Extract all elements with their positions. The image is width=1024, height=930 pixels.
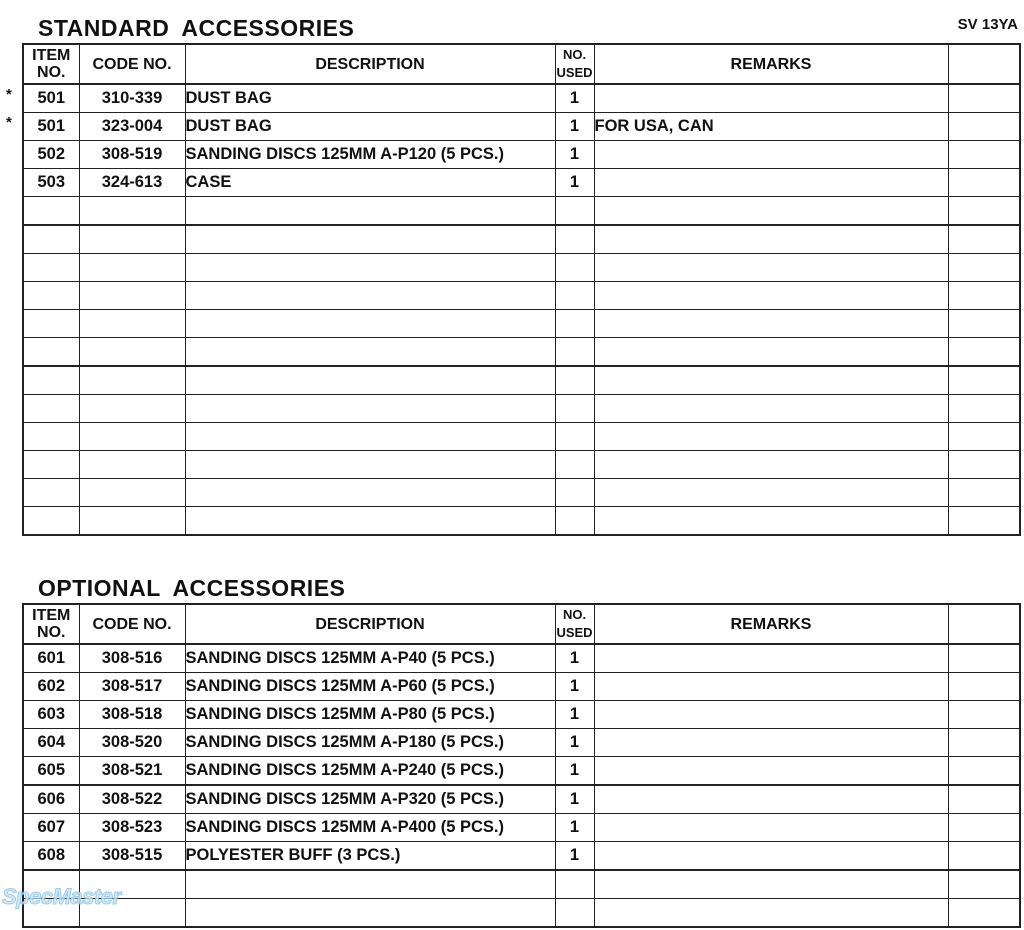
table-row (23, 310, 1020, 338)
cell-remarks (594, 84, 948, 113)
cell-remarks (594, 395, 948, 423)
cell-code: 308-516 (79, 644, 185, 673)
cell-desc (185, 282, 555, 310)
column-header-qty: NO. USED (555, 604, 594, 644)
cell-remarks (594, 197, 948, 226)
cell-remarks (594, 673, 948, 701)
cell-code (79, 197, 185, 226)
optional-accessories-title: OPTIONAL ACCESSORIES (38, 575, 346, 601)
column-header-desc: DESCRIPTION (185, 44, 555, 84)
table-row (23, 673, 1020, 701)
cell-code (79, 451, 185, 479)
cell-desc (185, 366, 555, 395)
cell-desc: SANDING DISCS 125MM A-P60 (5 PCS.) (185, 673, 555, 701)
cell-code (79, 479, 185, 507)
column-header-code: CODE NO. (79, 604, 185, 644)
table-row (23, 757, 1020, 786)
cell-extra (948, 366, 1020, 395)
cell-code: 308-518 (79, 701, 185, 729)
table-row (23, 225, 1020, 254)
cell-extra (948, 282, 1020, 310)
cell-code: 323-004 (79, 113, 185, 141)
cell-desc: DUST BAG (185, 113, 555, 141)
cell-qty: 1 (555, 757, 594, 786)
cell-code (79, 507, 185, 536)
cell-desc (185, 423, 555, 451)
cell-desc: SANDING DISCS 125MM A-P240 (5 PCS.) (185, 757, 555, 786)
cell-item: 601 (23, 644, 79, 673)
table-row (23, 282, 1020, 310)
cell-code (79, 338, 185, 367)
table-row (23, 701, 1020, 729)
cell-extra (948, 141, 1020, 169)
cell-remarks (594, 507, 948, 536)
cell-remarks (594, 842, 948, 871)
cell-desc: SANDING DISCS 125MM A-P400 (5 PCS.) (185, 814, 555, 842)
cell-qty: 1 (555, 814, 594, 842)
cell-remarks (594, 366, 948, 395)
cell-qty: 1 (555, 141, 594, 169)
column-header-extra (948, 604, 1020, 644)
cell-code: 310-339 (79, 84, 185, 113)
cell-qty (555, 507, 594, 536)
cell-qty: 1 (555, 644, 594, 673)
table-row (23, 507, 1020, 536)
table-row (23, 395, 1020, 423)
cell-code: 324-613 (79, 169, 185, 197)
column-header-extra (948, 44, 1020, 84)
cell-extra (948, 169, 1020, 197)
cell-desc (185, 338, 555, 367)
cell-extra (948, 225, 1020, 254)
table-row (23, 423, 1020, 451)
cell-extra (948, 423, 1020, 451)
cell-remarks (594, 169, 948, 197)
cell-code: 308-515 (79, 842, 185, 871)
cell-remarks (594, 254, 948, 282)
cell-qty: 1 (555, 701, 594, 729)
cell-qty (555, 254, 594, 282)
cell-remarks (594, 814, 948, 842)
cell-item (23, 310, 79, 338)
cell-qty: 1 (555, 169, 594, 197)
cell-qty (555, 338, 594, 367)
row-mark-asterisk: * (6, 86, 12, 103)
cell-code: 308-523 (79, 814, 185, 842)
cell-code (79, 423, 185, 451)
cell-qty (555, 899, 594, 928)
cell-item (23, 366, 79, 395)
cell-extra (948, 814, 1020, 842)
cell-item: 503 (23, 169, 79, 197)
cell-extra (948, 507, 1020, 536)
cell-extra (948, 84, 1020, 113)
cell-extra (948, 310, 1020, 338)
table-row (23, 113, 1020, 141)
cell-remarks (594, 310, 948, 338)
table-row (23, 254, 1020, 282)
table-row (23, 644, 1020, 673)
cell-qty (555, 395, 594, 423)
column-header-remarks: REMARKS (594, 604, 948, 644)
table-row (23, 366, 1020, 395)
cell-remarks (594, 282, 948, 310)
cell-code (79, 282, 185, 310)
cell-item: 501 (23, 84, 79, 113)
cell-item (23, 395, 79, 423)
cell-remarks (594, 757, 948, 786)
cell-qty: 1 (555, 729, 594, 757)
cell-item: 605 (23, 757, 79, 786)
table-row (23, 729, 1020, 757)
cell-remarks (594, 423, 948, 451)
cell-desc: SANDING DISCS 125MM A-P80 (5 PCS.) (185, 701, 555, 729)
cell-remarks (594, 338, 948, 367)
cell-desc (185, 197, 555, 226)
table-row (23, 451, 1020, 479)
cell-desc: DUST BAG (185, 84, 555, 113)
optional-accessories-table (22, 603, 1021, 928)
cell-qty (555, 423, 594, 451)
cell-code: 308-522 (79, 785, 185, 814)
cell-extra (948, 729, 1020, 757)
cell-desc: SANDING DISCS 125MM A-P120 (5 PCS.) (185, 141, 555, 169)
cell-extra (948, 451, 1020, 479)
cell-code: 308-520 (79, 729, 185, 757)
cell-extra (948, 673, 1020, 701)
cell-qty: 1 (555, 785, 594, 814)
cell-extra (948, 899, 1020, 928)
cell-qty: 1 (555, 113, 594, 141)
cell-remarks: FOR USA, CAN (594, 113, 948, 141)
cell-qty: 1 (555, 673, 594, 701)
standard-accessories-table (22, 43, 1021, 536)
cell-qty (555, 197, 594, 226)
row-mark-asterisk: * (6, 114, 12, 131)
cell-extra (948, 479, 1020, 507)
cell-extra (948, 254, 1020, 282)
cell-desc: SANDING DISCS 125MM A-P40 (5 PCS.) (185, 644, 555, 673)
cell-qty (555, 451, 594, 479)
table-row (23, 842, 1020, 871)
cell-item (23, 338, 79, 367)
cell-qty (555, 282, 594, 310)
column-header-item: ITEM NO. (23, 44, 79, 84)
cell-desc (185, 899, 555, 928)
cell-code: 308-521 (79, 757, 185, 786)
cell-extra (948, 113, 1020, 141)
cell-desc (185, 870, 555, 899)
cell-remarks (594, 644, 948, 673)
table-row (23, 169, 1020, 197)
header-row (23, 604, 1020, 644)
cell-qty: 1 (555, 842, 594, 871)
table-row (23, 899, 1020, 928)
cell-item: 604 (23, 729, 79, 757)
cell-desc (185, 254, 555, 282)
table-row (23, 141, 1020, 169)
cell-desc: POLYESTER BUFF (3 PCS.) (185, 842, 555, 871)
cell-remarks (594, 479, 948, 507)
cell-desc (185, 310, 555, 338)
cell-desc: SANDING DISCS 125MM A-P180 (5 PCS.) (185, 729, 555, 757)
cell-desc: CASE (185, 169, 555, 197)
table-row (23, 84, 1020, 113)
cell-code (79, 310, 185, 338)
cell-item: 606 (23, 785, 79, 814)
cell-item: 501 (23, 113, 79, 141)
cell-extra (948, 395, 1020, 423)
table-row (23, 785, 1020, 814)
cell-desc (185, 395, 555, 423)
header-row (23, 44, 1020, 84)
cell-desc (185, 507, 555, 536)
cell-item (23, 254, 79, 282)
cell-item (23, 225, 79, 254)
column-header-code: CODE NO. (79, 44, 185, 84)
cell-remarks (594, 729, 948, 757)
cell-qty: 1 (555, 84, 594, 113)
cell-desc: SANDING DISCS 125MM A-P320 (5 PCS.) (185, 785, 555, 814)
cell-code (79, 395, 185, 423)
cell-qty (555, 310, 594, 338)
cell-extra (948, 197, 1020, 226)
cell-item: 608 (23, 842, 79, 871)
column-header-qty: NO. USED (555, 44, 594, 84)
cell-remarks (594, 701, 948, 729)
column-header-remarks: REMARKS (594, 44, 948, 84)
cell-remarks (594, 141, 948, 169)
table-row (23, 197, 1020, 226)
cell-extra (948, 870, 1020, 899)
cell-extra (948, 785, 1020, 814)
cell-item (23, 423, 79, 451)
column-header-item: ITEM NO. (23, 604, 79, 644)
cell-desc (185, 225, 555, 254)
cell-item (23, 451, 79, 479)
table-row (23, 479, 1020, 507)
cell-item: 502 (23, 141, 79, 169)
cell-code (79, 254, 185, 282)
column-header-desc: DESCRIPTION (185, 604, 555, 644)
cell-item: 602 (23, 673, 79, 701)
cell-remarks (594, 451, 948, 479)
cell-item (23, 479, 79, 507)
cell-item: 607 (23, 814, 79, 842)
cell-extra (948, 701, 1020, 729)
cell-code (79, 366, 185, 395)
cell-qty (555, 225, 594, 254)
cell-remarks (594, 870, 948, 899)
table-row (23, 814, 1020, 842)
cell-code (79, 225, 185, 254)
cell-extra (948, 757, 1020, 786)
cell-desc (185, 479, 555, 507)
model-code: SV 13YA (957, 16, 1018, 33)
table-row (23, 338, 1020, 367)
cell-qty (555, 870, 594, 899)
cell-item: 603 (23, 701, 79, 729)
cell-extra (948, 338, 1020, 367)
table-row (23, 870, 1020, 899)
standard-accessories-title: STANDARD ACCESSORIES (38, 15, 355, 41)
cell-qty (555, 366, 594, 395)
cell-qty (555, 479, 594, 507)
cell-item (23, 282, 79, 310)
cell-remarks (594, 225, 948, 254)
cell-remarks (594, 899, 948, 928)
cell-desc (185, 451, 555, 479)
cell-extra (948, 842, 1020, 871)
cell-code: 308-519 (79, 141, 185, 169)
watermark-logo: SpecMaster (2, 884, 121, 909)
cell-code: 308-517 (79, 673, 185, 701)
cell-remarks (594, 785, 948, 814)
cell-extra (948, 644, 1020, 673)
cell-item (23, 507, 79, 536)
cell-item (23, 197, 79, 226)
